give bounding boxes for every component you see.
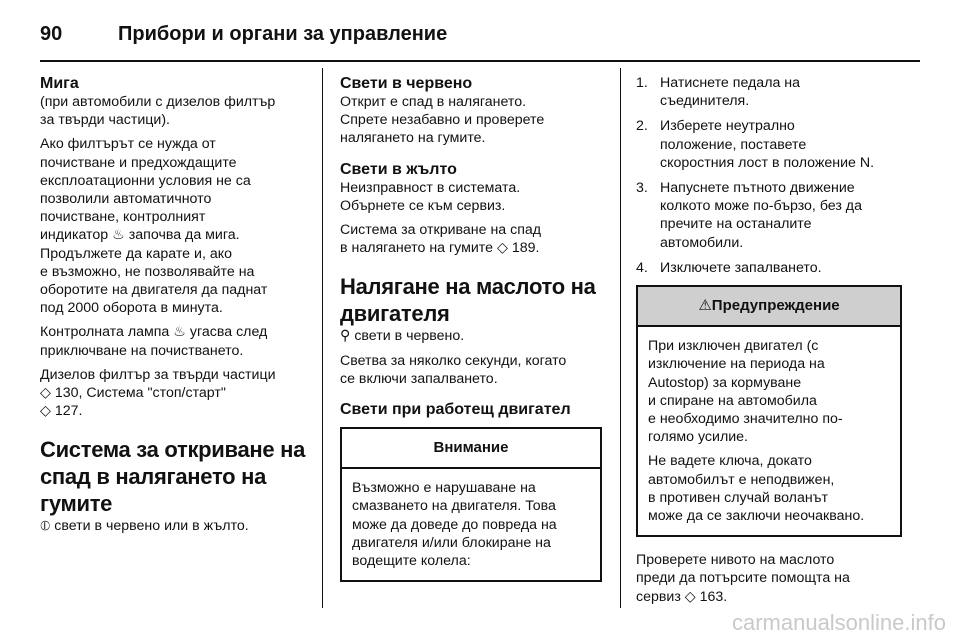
paragraph: Светва за няколко секунди, когато се включи запалването. [340,352,567,387]
section-title-tire-pressure: Система за откриване на спад в налягането на гумите [40,437,306,517]
column-2 [340,74,602,582]
column-1 [40,74,312,536]
page-number: 90 [40,22,63,45]
warning-title: ⚠Предупреждение [638,287,900,327]
list-item: 1. Натиснете педала на съединителя. [636,75,801,110]
column-3 [636,74,902,606]
section-title-yellow: Свети в жълто [340,160,457,178]
section-title-red: Свети в червено [340,75,473,92]
paragraph-cross-reference: Система за откриване на спад в налягането на гумите ◇ 189. [340,222,542,257]
notice-title: Внимание [342,429,600,469]
paragraph-cross-reference: Дизелов филтър за твърди частици ◇ 130, Система "стоп/старт" ◇ 127. [40,366,276,420]
column-divider-1 [322,68,323,608]
notice-box [340,427,602,582]
steps-list [636,74,902,277]
column-divider-2 [620,68,621,608]
paragraph: ⦶ свети в червено или в жълто. [40,518,249,535]
paragraph-cross-reference: Проверете нивото на маслото преди да потърсите помощта на сервиз ◇ 163. [636,552,850,605]
section-title-oil-pressure: Налягане на маслото на двигателя [340,274,596,327]
watermark: carmanualsonline.info [731,610,946,635]
section-title-blinks: Мига [40,75,79,92]
header-rule [40,60,920,62]
paragraph: Контролната лампа ♨ угасва след приключване на почистването. [40,324,268,359]
chapter-title: Прибори и органи за управление [118,22,448,45]
list-item: 4. Изключете запалването. [636,259,822,276]
list-item: 3. Напуснете пътното движение колкото може по-бързо, без да пречите на останалите автомобили. [636,180,862,251]
paragraph: Ако филтърът се нужда от почистване и предхождащите експлоатационни условия не са позволили автоматичното почистване, контролният индикатор ♨ започва да мига. Продължете да карате и, ако е възможно, не позволявайте на оборотите на двигателя да паднат под 2000 оборота в минута. [40,136,268,317]
page-header [40,14,920,54]
list-item: 2. Изберете неутрално положение, поставете скоростния лост в положение N. [636,118,875,171]
paragraph: Неизправност в системата. Обърнете се към сервиз. [340,179,521,214]
paragraph: Открит е спад в налягането. Спрете незабавно и проверете налягането на гумите. [340,94,545,147]
paragraph: ⚲ свети в червено. [340,328,465,345]
warning-box [636,285,902,537]
paragraph: (при автомобили с дизелов филтър за твърди частици). [40,94,276,129]
warning-body: При изключен двигател (с изключение на периода на Autostop) за кормуване и спиране на автомобила е необходимо значително по- голямо усилие. Не вадете ключа, докато автомобилът е неподвижен, в противен случай воланът може да се заключи неочаквано. [648,338,865,525]
section-title-engine-running: Свети при работещ двигател [340,401,571,419]
notice-body: Възможно е нарушаване на смазването на двигателя. Това може да доведе до повреда на двигателя и/или блокиране на водещите колела: [352,480,557,570]
